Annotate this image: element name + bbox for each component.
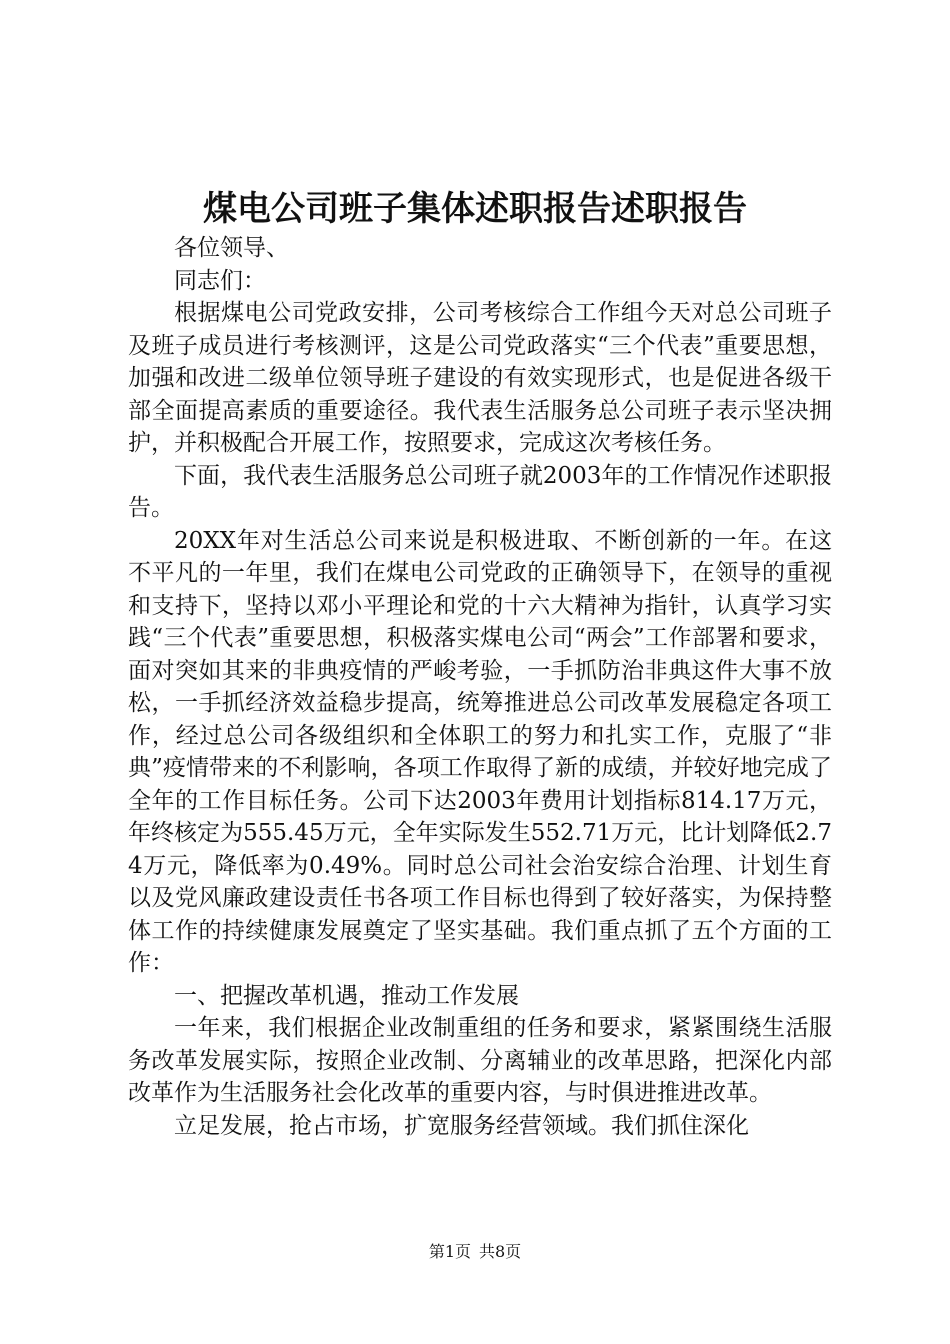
document-body <box>128 232 832 1142</box>
body-paragraph: 一年来，我们根据企业改制重组的任务和要求，紧紧围绕生活服务改革发展实际，按照企业改制、分离辅业的改革思路，把深化内部改革作为生活服务社会化改革的重要内容，与时俱进推进改革。 <box>128 1015 832 1106</box>
salutation-line: 各位领导、 <box>174 235 289 261</box>
body-paragraph: 20XX年对生活总公司来说是积极进取、不断创新的一年。在这不平凡的一年里，我们在煤电公司党政的正确领导下，在领导的重视和支持下，坚持以邓小平理论和党的十六大精神为指针，认真学习实践“三个代表”重要思想，积极落实煤电公司“两会”工作部署和要求，面对突如其来的非典疫情的严峻考验，一手抓防治非典这件大事不放松，一手抓经济效益稳步提高，统筹推进总公司改革发展稳定各项工作，经过总公司各级组织和全体职工的努力和扎实工作，克服了“非典”疫情带来的不利影响，各项工作取得了新的成绩，并较好地完成了全年的工作目标任务。公司下达2003年费用计划指标814.17万元，年终核定为555.45万元，全年实际发生552.71万元，比计划降低2.74万元，降低率为0.49%。同时总公司社会治安综合治理、计划生育以及党风廉政建设责任书各项工作目标也得到了较好落实，为保持整体工作的持续健康发展奠定了坚实基础。我们重点抓了五个方面的工作： <box>128 527 832 976</box>
page-number: 第1页 <box>428 1242 471 1261</box>
page-footer <box>0 1241 950 1263</box>
body-paragraph: 立足发展，抢占市场，扩宽服务经营领域。我们抓住深化 <box>174 1112 749 1139</box>
page-total: 共8页 <box>479 1242 522 1261</box>
section-heading: 一、把握改革机遇，推动工作发展 <box>174 982 519 1009</box>
salutation-line: 同志们： <box>174 267 266 294</box>
body-paragraph: 下面，我代表生活服务总公司班子就2003年的工作情况作述职报告。 <box>128 462 832 521</box>
body-paragraph: 根据煤电公司党政安排，公司考核综合工作组今天对总公司班子及班子成员进行考核测评，这是公司党政落实“三个代表”重要思想，加强和改进二级单位领导班子建设的有效实现形式，也是促进各级干部全面提高素质的重要途径。我代表生活服务总公司班子表示坚决拥护，并积极配合开展工作，按照要求，完成这次考核任务。 <box>128 300 832 456</box>
document-title: 煤电公司班子集体述职报告述职报告 <box>203 189 747 229</box>
